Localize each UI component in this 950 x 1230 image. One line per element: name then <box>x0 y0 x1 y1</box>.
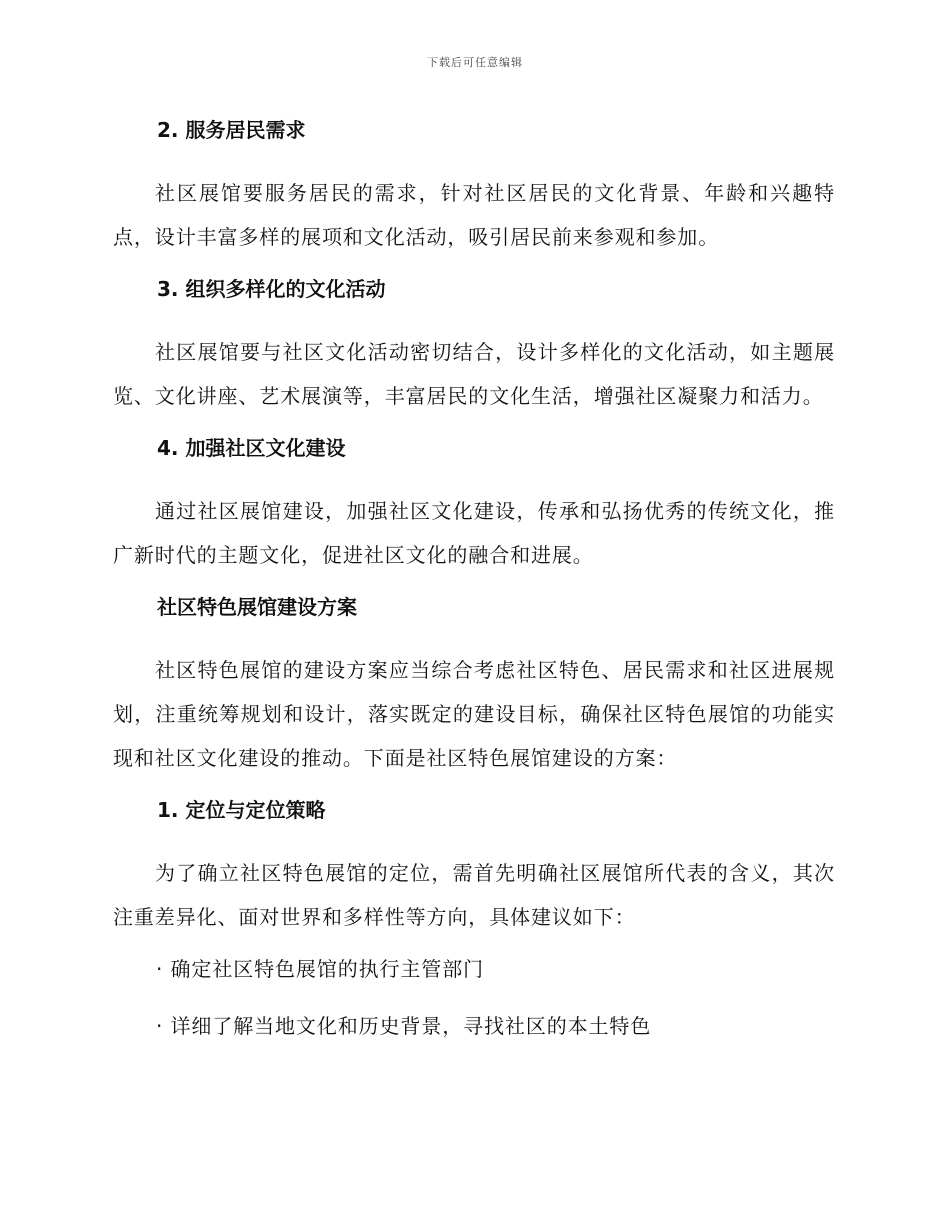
section-paragraph-construction-plan: 社区特色展馆的建设方案应当综合考虑社区特色、居民需求和社区进展规划，注重统筹规划和设计，落实既定的建设目标，确保社区特色展馆的功能实现和社区文化建设的推动。下面是社区特色展馆建设的方案： <box>113 658 835 770</box>
section-paragraph-serve-residents: 社区展馆要服务居民的需求，针对社区居民的文化背景、年龄和兴趣特点，设计丰富多样的展项和文化活动，吸引居民前来参观和参加。 <box>113 181 835 249</box>
section-heading-cultural-activities: 3. 组织多样化的文化活动 <box>157 277 386 301</box>
bullet-item: · 详细了解当地文化和历史背景，寻找社区的本土特色 <box>156 1014 652 1038</box>
section-heading-positioning: 1. 定位与定位策略 <box>157 798 326 822</box>
bullet-item: · 确定社区特色展馆的执行主管部门 <box>156 957 485 981</box>
document-body <box>113 114 835 1042</box>
section-paragraph-cultural-activities: 社区展馆要与社区文化活动密切结合，设计多样化的文化活动，如主题展览、文化讲座、艺术展演等，丰富居民的文化生活，增强社区凝聚力和活力。 <box>113 340 835 408</box>
section-heading-serve-residents: 2. 服务居民需求 <box>157 118 306 142</box>
section-heading-culture-building: 4. 加强社区文化建设 <box>157 436 346 460</box>
page-header: 下载后可任意编辑 <box>427 56 523 69</box>
section-paragraph-positioning: 为了确立社区特色展馆的定位，需首先明确社区展馆所代表的含义，其次注重差异化、面对世界和多样性等方向，具体建议如下： <box>113 861 835 929</box>
section-heading-construction-plan: 社区特色展馆建设方案 <box>157 595 357 619</box>
section-paragraph-culture-building: 通过社区展馆建设，加强社区文化建设，传承和弘扬优秀的传统文化，推广新时代的主题文化，促进社区文化的融合和进展。 <box>113 499 835 567</box>
